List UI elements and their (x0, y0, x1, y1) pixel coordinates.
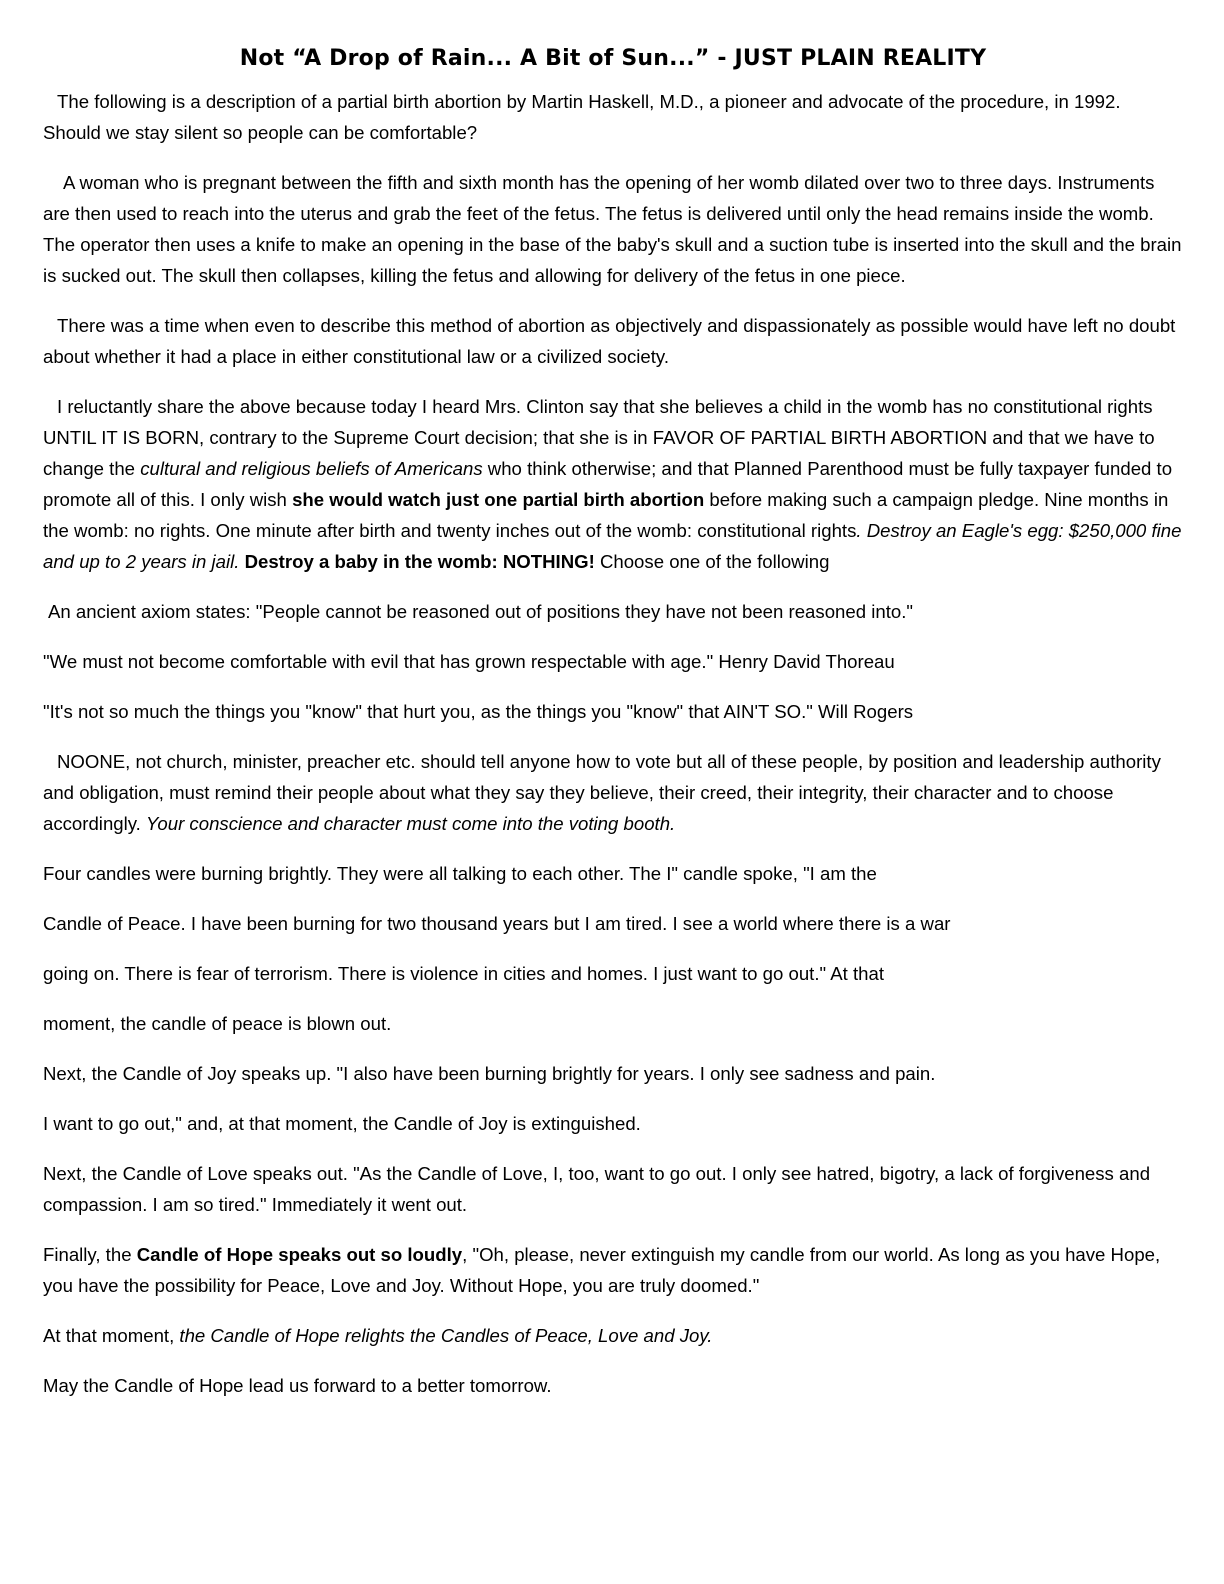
text-run: At that moment, (43, 1325, 180, 1346)
paragraph-relight (43, 1320, 1183, 1351)
text-run: before making such a campaign pledge. Nine months in the womb: no rights. One minute after birth and twenty inches out of the womb: constitutional rights (43, 489, 1169, 541)
quote-thoreau: "We must not become comfortable with evil that has grown respectable with age." Henry David Thoreau (43, 651, 895, 672)
story-line-1: Four candles were burning brightly. They were all talking to each other. The I" candle spoke, "I am the (43, 863, 877, 884)
text-run: NOONE, not church, minister, preacher etc. should tell anyone how to vote but all of these people, by position and leadership authority and obligation, must remind their people about what they say they believe, their creed, their integrity, their character and to choose accordingly. (43, 751, 1161, 834)
italic-run: . Destroy an Eagle's egg: $250,000 fine and up to 2 years in jail. (43, 520, 1182, 572)
paragraph-intro: The following is a description of a partial birth abortion by Martin Haskell, M.D., a pioneer and advocate of the procedure, in 1992. Should we stay silent so people can be comfortable? (43, 91, 1121, 143)
paragraph-voting (43, 746, 1183, 839)
text-run: who think otherwise; and that Planned Parenthood must be fully taxpayer funded to promote all of this. I only wish (43, 458, 1173, 510)
story-line-5: Next, the Candle of Joy speaks up. "I also have been burning brightly for years. I only see sadness and pain. (43, 1063, 936, 1084)
quote-will-rogers: "It's not so much the things you "know" that hurt you, as the things you "know" that AIN'T SO." Will Rogers (43, 701, 914, 722)
document-title: Not “A Drop of Rain... A Bit of Sun...” - JUST PLAIN REALITY (239, 46, 987, 71)
paragraph-historical-note: There was a time when even to describe this method of abortion as objectively and dispassionately as possible would have left no doubt about whether it had a place in either constitutional law or a civilized society. (43, 315, 1176, 367)
italic-run: Your conscience and character must come into the voting booth. (146, 813, 676, 834)
paragraph-candle-of-love: Next, the Candle of Love speaks out. "As the Candle of Love, I, too, want to go out. I only see hatred, bigotry, a lack of forgiveness and compassion. I am so tired." Immediately it went out. (43, 1163, 1151, 1215)
story-line-4: moment, the candle of peace is blown out. (43, 1013, 392, 1034)
story-line-3: going on. There is fear of terrorism. There is violence in cities and homes. I just want to go out." At that (43, 963, 884, 984)
bold-run: Destroy a baby in the womb: NOTHING! (244, 551, 595, 572)
text-run: I reluctantly share the above because today I heard Mrs. Clinton say that she believes a child in the womb has no constitutional rights UNTIL IT IS BORN, contrary to the Supreme Court decision; that she is in FAVOR OF PARTIAL BIRTH ABORTION and that we have to change the (43, 396, 1155, 479)
paragraph-procedure-description: A woman who is pregnant between the fifth and sixth month has the opening of her womb dilated over two to three days. Instruments are then used to reach into the uterus and grab the feet of the fetus. The fetus is delivered until only the head remains inside the womb. The operator then uses a knife to make an opening in the base of the baby's skull and a suction tube is inserted into the skull and the brain is sucked out. The skull then collapses, killing the fetus and allowing for delivery of the fetus in one piece. (43, 172, 1182, 286)
bold-run: she would watch just one partial birth abortion (292, 489, 705, 510)
text-run: Finally, the (43, 1244, 137, 1265)
italic-run: the Candle of Hope relights the Candles of Peace, Love and Joy. (179, 1325, 713, 1346)
paragraph-axiom: An ancient axiom states: "People cannot be reasoned out of positions they have not been reasoned into." (48, 601, 913, 622)
paragraph-clinton-statement (43, 391, 1183, 577)
document-page (43, 44, 1183, 1420)
paragraph-closing: May the Candle of Hope lead us forward to a better tomorrow. (43, 1375, 552, 1396)
italic-run: cultural and religious beliefs of Americans (140, 458, 483, 479)
text-run: , "Oh, please, never extinguish my candle from our world. As long as you have Hope, you have the possibility for Peace, Love and Joy. Without Hope, you are truly doomed." (43, 1244, 1161, 1296)
story-line-6: I want to go out," and, at that moment, the Candle of Joy is extinguished. (43, 1113, 641, 1134)
text-run: Choose one of the following (594, 551, 830, 572)
paragraph-candle-of-hope (43, 1239, 1183, 1301)
story-line-2: Candle of Peace. I have been burning for two thousand years but I am tired. I see a world where there is a war (43, 913, 951, 934)
bold-run: Candle of Hope speaks out so loudly (136, 1244, 463, 1265)
